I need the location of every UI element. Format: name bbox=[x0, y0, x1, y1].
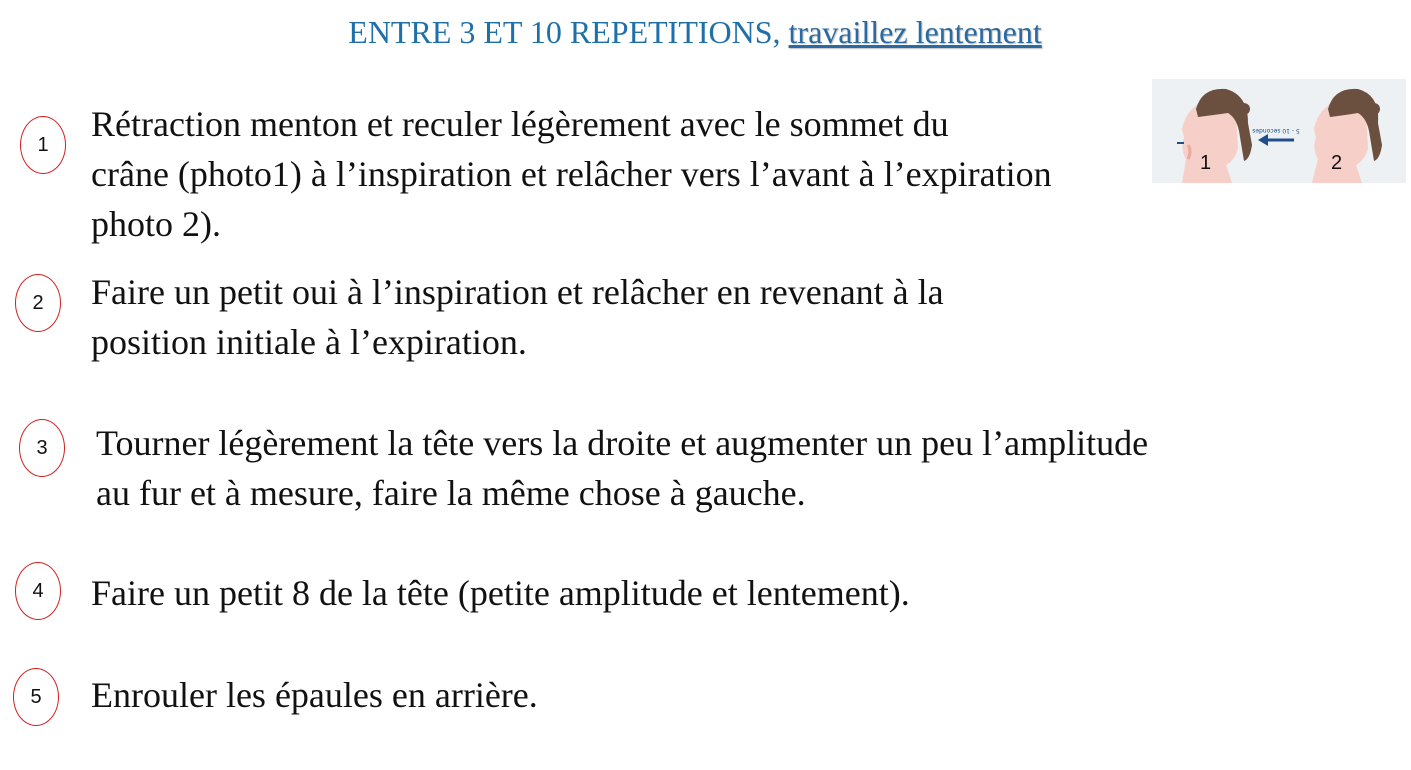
step-text-4: Faire un petit 8 de la tête (petite amplitude et lentement). bbox=[91, 573, 910, 613]
step-text-3: Tourner légèrement la tête vers la droite et augmenter un peu l’amplitude au fur et à mesure, faire la même chose à gauche. bbox=[96, 423, 1149, 513]
page-title bbox=[0, 14, 1390, 51]
step-text-2: Faire un petit oui à l’inspiration et relâcher en revenant à la position initiale à l’expiration. bbox=[91, 272, 944, 362]
title-link[interactable]: travaillez lentement bbox=[788, 14, 1042, 50]
person-1-icon bbox=[1177, 89, 1252, 183]
person-2-icon bbox=[1312, 89, 1382, 183]
step-text-5: Enrouler les épaules en arrière. bbox=[91, 675, 538, 715]
illustration-drawing bbox=[1152, 79, 1406, 183]
photo-1-label: 1 bbox=[1200, 152, 1212, 174]
step-number-3: 3 bbox=[19, 419, 65, 477]
chin-retraction-illustration bbox=[1152, 79, 1406, 183]
arrow-caption: 5 - 10 secondes bbox=[1252, 127, 1300, 134]
step-text-1: Rétraction menton et reculer légèrement avec le sommet du crâne (photo1) à l’inspiration et relâcher vers l’avant à l’expiration photo 2). bbox=[91, 104, 1052, 244]
step-number-5: 5 bbox=[13, 668, 59, 726]
photo-2-label: 2 bbox=[1331, 152, 1343, 174]
step-number-1: 1 bbox=[20, 116, 66, 174]
step-number-2: 2 bbox=[15, 274, 61, 332]
backward-arrow-icon bbox=[1252, 127, 1300, 146]
step-number-4: 4 bbox=[15, 562, 61, 620]
title-prefix: ENTRE 3 ET 10 REPETITIONS, bbox=[348, 14, 789, 50]
